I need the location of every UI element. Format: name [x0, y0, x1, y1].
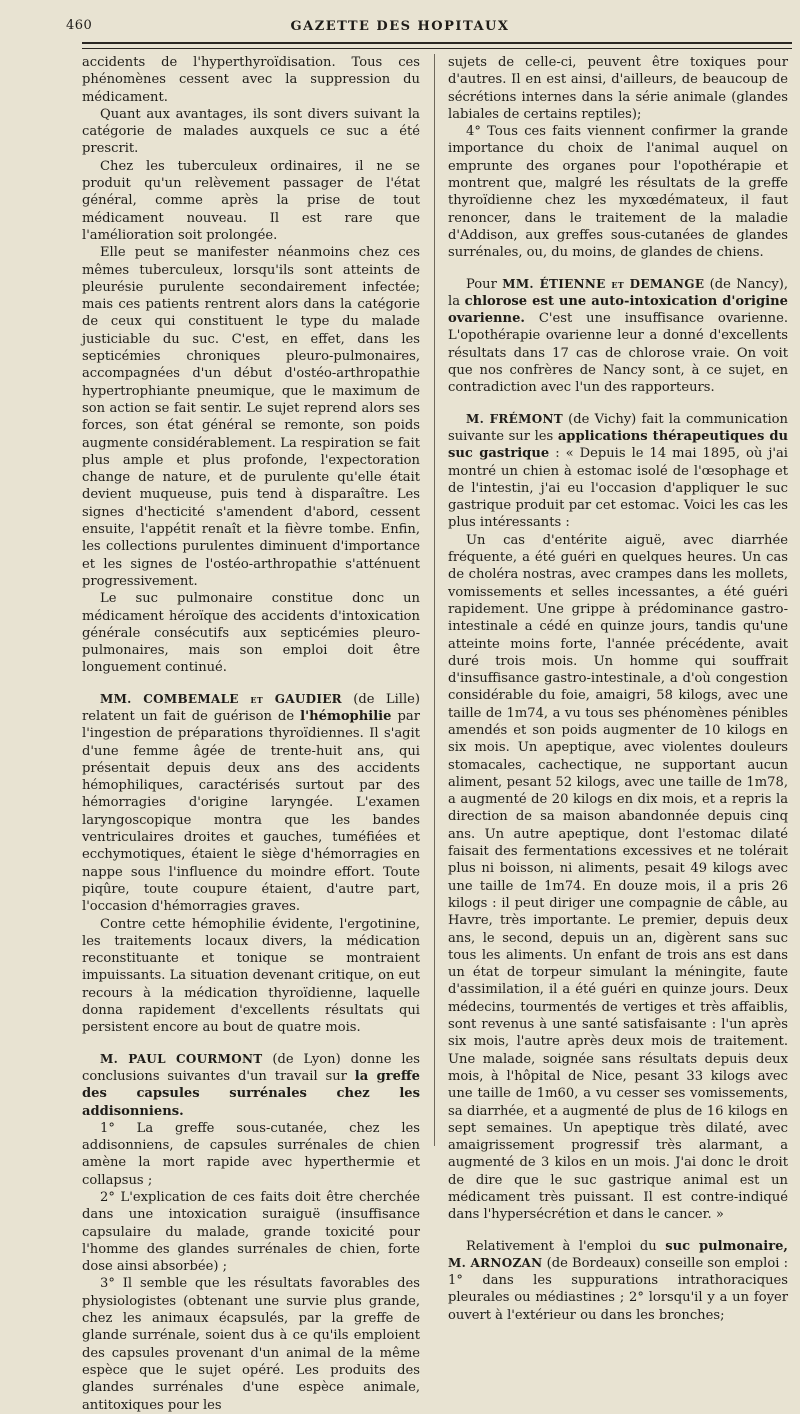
- paragraph: accidents de l'hyperthyroïdisation. Tous ces phénomènes cessent avec la suppression du médicament.: [82, 55, 420, 105]
- column-divider: [434, 54, 435, 1146]
- text-run: (de Lyon) donne les conclusions suivantes d'un travail sur: [82, 1051, 420, 1084]
- text-run: (de Bordeaux) conseille son emploi : 1° dans les suppurations intrathoraciques pleurales ou médiastines ; 2° lorsqu'il y a un foyer ouvert à l'extérieur ou dans les bronches;: [448, 1255, 788, 1323]
- paragraph: Quant aux avantages, ils sont divers suivant la catégorie de malades auxquels ce suc a été prescrit.: [82, 106, 420, 157]
- section-hemophilie: [82, 691, 420, 916]
- paragraph: sujets de celle-ci, peuvent être toxiques pour d'autres. Il en est ainsi, d'ailleurs, de beaucoup de sécrétions internes dans la série animale (glandes labiales de certains reptiles);: [448, 55, 788, 122]
- text-run: par l'ingestion de préparations thyroïdiennes. Il s'agit d'une femme âgée de trente-huit ans, qui présentait depuis deux ans des accidents hémophiliques, caractérisés surtout par des hémorragies d'origine laryngée. L'examen laryngoscopique montra que les bandes ventriculaires droites et gauches, tuméfiées et ecchymotiques, étaient le siège d'hémorragies en nappe sous l'influence du moindre effort. Toute piqûre, toute coupure étaient, d'autre part, l'occasion d'hémorragies graves.: [82, 708, 420, 915]
- page-header: [0, 0, 800, 46]
- paragraph: Contre cette hémophilie évidente, l'ergotinine, les traitements locaux divers, la médication reconstituante et tonique se montraient impuissants. La situation devenant critique, on eut recours à la médication thyroïdienne, laquelle donna rapidement d'excellents résultats qui persistent encore au bout de quatre mois.: [82, 916, 421, 1036]
- author-names: MM. ÉTIENNE et DEMANGE: [502, 276, 705, 291]
- text-run: (de Nancy), la: [448, 276, 788, 309]
- topic-bold: chlorose est une auto-intoxication d'origine ovarienne.: [448, 293, 788, 327]
- paragraph: Chez les tuberculeux ordinaires, il ne se produit qu'un relèvement passager de l'état général, comme après la prise de tout médicament nouveau. Il est rare que l'amélioration soit prolongée.: [82, 158, 420, 243]
- list-item: 3° Il semble que les résultats favorables des physiologistes (obtenant une survie plus grande, chez les animaux écapsulés, par la greffe de glande surrénale, soient dus à ce qu'ils emploient des capsules provenant d'un animal de la même espèce que le sujet opéré. Les produits des glandes surrénales d'une espèce animale, antitoxiques pour les: [82, 1276, 420, 1413]
- text-run: (de Lille) relatent un fait de guérison de: [82, 691, 420, 724]
- section-suc-pulmonaire: [448, 1238, 788, 1324]
- author-names: M. PAUL COURMONT: [100, 1051, 263, 1066]
- paragraph: Le suc pulmonaire constitue donc un médicament héroïque des accidents d'intoxication générale consécutifs aux septicémies pleuro-pulmonaires, mais son emploi doit être longuement continué.: [82, 591, 420, 676]
- text-run: Relativement à l'emploi du: [466, 1238, 666, 1254]
- right-column: [448, 54, 789, 1323]
- list-item: 1° La greffe sous-cutanée, chez les addisonniens, de capsules surrénales de chien amène la mort rapide avec hyperthermie et collapsus ;: [82, 1120, 420, 1188]
- author-names: MM. COMBEMALE et GAUDIER: [100, 691, 342, 706]
- left-column: [82, 54, 421, 1413]
- paragraph: Elle peut se manifester néanmoins chez ces mêmes tuberculeux, lorsqu'ils sont atteints de pleurésie purulente secondairement infectée; mais ces patients rentrent alors dans la catégorie de ceux qui constituent le type du malade justiciable du suc. C'est, en effet, dans les septicémies chroniques pleuro-pulmonaires, accompagnées d'un début d'ostéo-arthropathie hypertrophiante pneumique, que le maximum de son action se fait sentir. Le sujet reprend alors ses forces, son état général se remonte, son poids augmente considérablement. La respiration se fait plus ample et plus profonde, l'expectoration change de nature, et de purulente qu'elle était devient muqueuse, puis tend à disparaître. Les signes d'hecticité s'amendent d'abord, cessent ensuite, l'appétit renaît et la fièvre tombe. Enfin, les collections purulentes diminuent d'importance et les signes de l'ostéo-arthropathie s'atténuent progressivement.: [82, 245, 420, 589]
- section-suc-gastrique: [448, 411, 788, 532]
- page-number: 460: [66, 18, 93, 33]
- topic-bold: la greffe des capsules surrénales chez les addisonniens.: [82, 1068, 420, 1119]
- text-run: : « Depuis le 14 mai 1895, où j'ai montré un chien à estomac isolé de l'œsophage et de l'intestin, j'ai eu l'occasion d'appliquer le suc gastrique produit par cet estomac. Voici les cas les plus intéressants :: [448, 446, 788, 531]
- topic-bold: suc pulmonaire,: [665, 1238, 788, 1254]
- paragraph: Un cas d'entérite aiguë, avec diarrhée fréquente, a été guéri en quelques heures. Un cas de choléra nostras, avec crampes dans les mollets, vomissements et selles incessantes, a été guéri rapidement. Une grippe à prédominance gastro-intestinale a cédé en quinze jours, tandis qu'une atteinte moins forte, l'année précédente, avait duré trois mois. Un homme qui souffrait d'insuffisance gastro-intestinale, a d'où congestion considérable du foie, amaigri, 58 kilogs, avec une taille de 1m74, a vu tous ses phénomènes pénibles amendés et son poids augmenter de 10 kilogs en six mois. Un apeptique, avec violentes douleurs stomacales, cachectique, ne supportant aucun aliment, pesant 52 kilogs, avec une taille de 1m78, a augmenté de 20 kilogs en dix mois, et a repris la direction de sa maison abandonnée depuis cinq ans. Un autre apeptique, dont l'estomac dilaté faisait des fermentations excessives et ne tolérait plus ni boisson, ni aliments, pesait 49 kilogs avec une taille de 1m74. En douze mois, il a pris 26 kilogs : il peut diriger une compagnie de câble, au Havre, très importante. Le premier, depuis deux ans, le second, depuis un an, digèrent sans suc tous les aliments. Un enfant de trois ans est dans un état de torpeur simulant la méningite, faute d'assimilation, il a été guéri en quinze jours. Deux médecins, tourmentés de vertiges et très affaiblis, sont revenus à une santé satisfaisante : l'un après six mois, l'autre après deux mois de traitement. Une malade, soignée sans résultats depuis deux mois, à l'hôpital de Nice, pesant 33 kilogs avec une taille de 1m60, a vu cesser ses vomissements, sa diarrhée, et a augmenté de plus de 16 kilogs en sept semaines. Un apeptique très dilaté, avec amaigrissement progressif très alarmant, a augmenté de 3 kilos en un mois. J'ai donc le droit de dire que le suc gastrique animal est un médicament très puissant. Il est contre-indiqué dans l'hypersécrétion et dans le cancer. »: [448, 532, 788, 1223]
- list-item: 2° L'explication de ces faits doit être cherchée dans une intoxication suraiguë (insuffisance capsulaire du malade, grande toxicité pour l'homme des glandes surrénales de chien, forte dose ainsi absorbée) ;: [82, 1190, 420, 1275]
- author-names: M. ARNOZAN: [448, 1255, 543, 1270]
- text-run: Pour: [466, 276, 503, 292]
- section-greffe: [82, 1051, 420, 1120]
- author-names: M. FRÉMONT: [466, 411, 563, 426]
- text-run: (de Vichy) fait la communication suivante sur les: [448, 411, 788, 444]
- topic-bold: applications thérapeutiques du suc gastrique: [448, 428, 789, 462]
- header-rule-thin: [82, 48, 792, 49]
- topic-bold: l'hémophilie: [300, 708, 392, 724]
- list-item: 4° Tous ces faits viennent confirmer la grande importance du choix de l'animal auquel on emprunte des organes pour l'opothérapie et montrent que, malgré les résultats de la greffe thyroïdienne chez les myxœdémateux, il faut renoncer, dans le traitement de la maladie d'Addison, aux greffes sous-cutanées de glandes surrénales, ou, du moins, de glandes de chiens.: [448, 124, 788, 261]
- journal-title: GAZETTE DES HOPITAUX: [290, 19, 510, 34]
- header-rule-thick: [82, 42, 792, 44]
- text-run: C'est une insuffisance ovarienne. L'opothérapie ovarienne leur a donné d'excellents résultats dans 17 cas de chlorose vraie. On voit que nos confrères de Nancy sont, à ce sujet, en contradiction avec l'un des rapporteurs.: [448, 311, 788, 396]
- section-chlorose: [448, 276, 788, 397]
